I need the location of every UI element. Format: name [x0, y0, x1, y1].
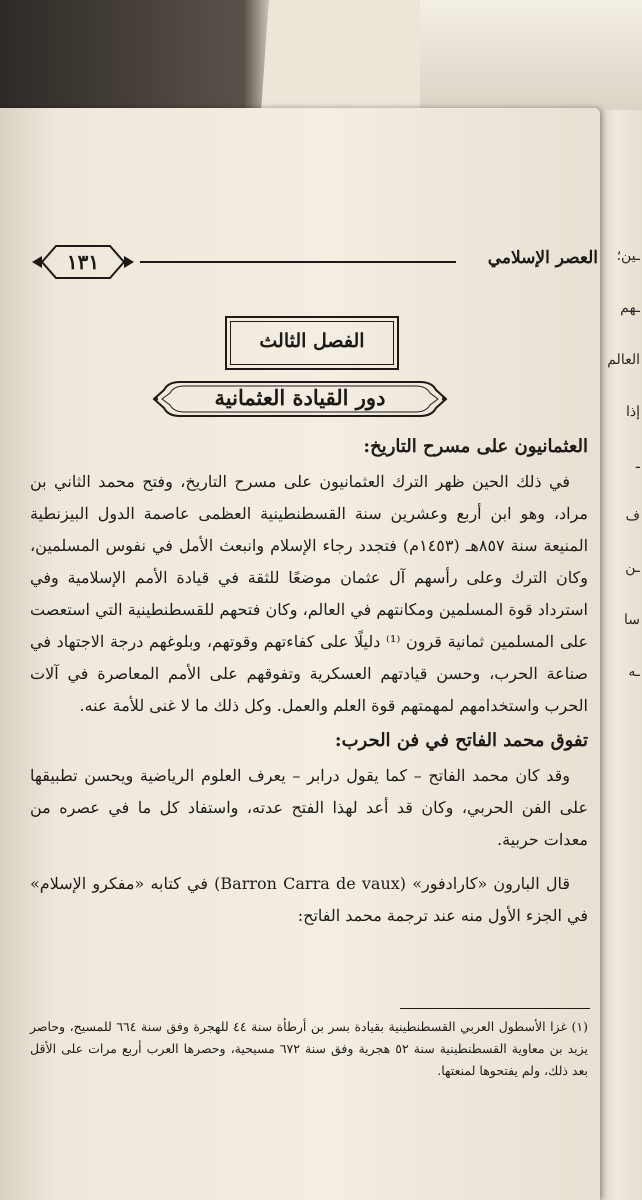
facing-page-text: ـين؛ ـهم العالم إذا ـ ف ـن سا ـه [607, 248, 640, 680]
chapter-title-banner [150, 376, 450, 422]
chapter-label-box [225, 316, 399, 370]
chapter-title: دور القيادة العثمانية [214, 385, 386, 410]
footnote: (١) غزا الأسطول العربي القسطنطينية بقيادة بسر بن أرطأة سنة ٤٤ للهجرة وفق سنة ٦٦٤ للمسيح، وحاصر يزيد بن معاوية القسطنطينية سنة ٥٢ هجرية وفق سنة ٦٧٢ مسيحية، وحصرها العرب أربع مرات على الأقل بعد ذلك، ولم يفتحوها لمنعتها. [30, 1019, 589, 1078]
chapter-label: الفصل الثالث [259, 330, 365, 352]
header-rule [140, 261, 456, 263]
paragraph-carra-de-vaux-quote: قال البارون «كارادفور» (Barron Carra de vaux) في كتابه «مفكرو الإسلام» في الجزء الأول منه عند ترجمة محمد الفاتح: [30, 874, 588, 925]
paragraph-fatih-military: وقد كان محمد الفاتح – كما يقول درابر – يعرف العلوم الرياضية ويحسن تطبيقها على الفن الحربي، وكان قد أعد لهذا الفتح عدته، واستفاد كل ما في عصره من معدات حربية. [30, 766, 588, 849]
running-header [28, 242, 598, 282]
section-heading-ottomans: العثمانيون على مسرح التاريخ: [363, 436, 588, 457]
running-header-title: العصر الإسلامي [487, 248, 598, 268]
paragraph-ottomans: في ذلك الحين ظهر الترك العثمانيون على مسرح التاريخ، وفتح محمد الثاني بن مراد، وهو ابن أربع وعشرين سنة القسطنطينية العظمى عاصمة الدول البيزنطية المنيعة سنة ٨٥٧هـ (١٤٥٣م) فتجدد رجاء الإسلام وانبعث الأمل في نفوس المسلمين، وكان الترك وعلى رأسهم آل عثمان موضعًا للثقة في قيادة الأمم الإسلامية وفي استرداد قوة المسلمين ومكانتهم في العالم، وكان فتحهم للقسطنطينية التي استعصت على المسلمين ثمانية قرون ⁽¹⁾ دليلًا على كفاءتهم وقوتهم، وبلوغهم درجة الاجتهاد في صناعة الحرب، وحسن قيادتهم العسكرية وتفوقهم على الأمم المعاصرة في آلات الحرب واستخدامهم لمهمتهم قوة العلم والعمل. وكل ذلك ما لا غنى للأمة عنه. [30, 472, 589, 715]
section-heading-fatih: تفوق محمد الفاتح في فن الحرب: [334, 730, 588, 751]
footnote-rule [400, 1008, 590, 1009]
page-number-ornament [28, 242, 138, 282]
page-body [30, 428, 588, 932]
background-book-stack [420, 0, 642, 120]
page-number: ١٣١ [66, 250, 100, 274]
